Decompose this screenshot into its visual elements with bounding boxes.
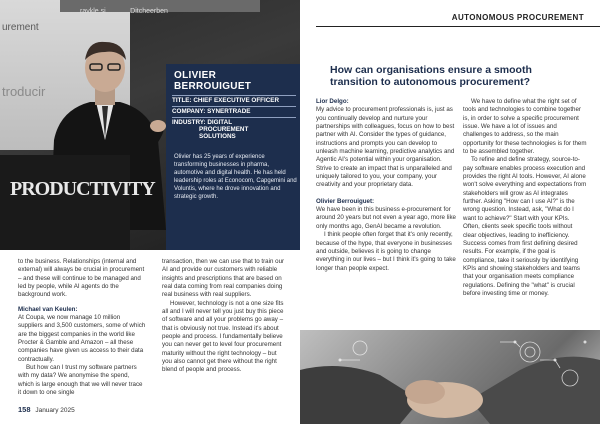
bio-industry-line-1: INDUSTRY: DIGITAL — [172, 119, 233, 126]
bio-name-last: BERROUIGUET — [174, 81, 252, 92]
handshake-illustration — [300, 330, 600, 424]
page-number: 158 — [18, 405, 31, 414]
bio-divider — [172, 106, 296, 107]
top-banner-strip — [60, 0, 260, 15]
speaker-olivier-berrouiguet: Olivier Berrouiguet: — [316, 197, 375, 205]
paragraph: We have to define what the right set of tools and technologies to combine together is, in order to solve a specific procurement issue. We have a lot of issues and challenges to address, so the main opportunity for these technologies is for them to be assembled together. — [463, 98, 587, 156]
speaker-michael-van-keulen: Michael van Keulen: — [18, 305, 78, 313]
right-column-1 — [316, 98, 456, 273]
speaker-lior-delgo: Lior Delgo: — [316, 98, 349, 105]
bio-name-first: OLIVIER — [174, 70, 217, 81]
bio-title: TITLE: CHIEF EXECUTIVE OFFICER — [172, 97, 280, 104]
paragraph: To refine and define strategy, source-to-pay software enables process execution and provides the right AI tools. However, AI alone won't solve everything and expectations from stakeholders will grow as AI integrates further. Asking "How can I use AI?" is the wrong question. Instead, ask, "What do I want to achieve?" Start with your KPIs. Often, clients seek specific tools without clear objectives, leading to inefficiency. Success comes from first defining desired results. For example, if the goal is compliance, take it seriously by identifying KPIs and showing stakeholders and teams that your organisation meets compliance regulations. Defining the "what" is crucial before investing time or money. — [463, 156, 587, 297]
paragraph: We have been in this business e-procurement for around 20 years but not even a year ago, more like only months ago, GenAI became a revolution. — [316, 206, 456, 230]
page-footer — [18, 405, 75, 414]
handshake-photo — [300, 330, 600, 424]
bio-description: Olivier has 25 years of experience transforming businesses in pharma, automotive and digital health. He has held leadership roles at Econocom, Capgemini and Voluntis, where he drove innovation and strategic growth. — [174, 154, 297, 201]
section-header: AUTONOMOUS PROCUREMENT — [451, 13, 584, 22]
bio-divider — [172, 95, 296, 96]
paragraph: transaction, then we can use that to train our AI and provide our customers with reliable insights and prescriptions that are based on real data coming from real companies doing real business with real suppliers. — [162, 258, 285, 299]
bio-industry-line-3: SOLUTIONS — [199, 133, 236, 140]
left-column-2 — [162, 258, 288, 375]
article-headline: How can organisations ensure a smooth transition to autonomous procurement? — [330, 64, 532, 88]
bio-company: COMPANY: SYNERTRADE — [172, 108, 251, 115]
podium — [0, 155, 130, 250]
header-rule — [316, 26, 600, 27]
paragraph: I think people often forget that it's only recently, because of the hype, that everyone in businesses and outside, believes it is going to change everything in our lives – but I think it's going to take longer than people expect. — [316, 231, 456, 272]
bio-divider — [172, 117, 296, 118]
paragraph: But how can I trust my software partners with my data? We anonymise the spend, which is large enough that we will never trace it down to one single — [18, 364, 143, 397]
podium-text: PRODUCTIVITY — [10, 178, 155, 200]
paragraph: My advice to procurement professionals is, just as you continually develop and nurture your partnerships with colleagues, focus on how to best partner with AI. Consider the types of guidance, instructions and prompts you can develop to unleash machine learning, predictive analytics and Agentic AI's potential within your organisation. Strive to create an impact that is unparalleled and uniquely tailored to you, your company, your creativity and your proprietary data. — [316, 106, 455, 189]
bio-name — [174, 70, 251, 92]
left-column-1 — [18, 258, 146, 398]
banner-text-1: urement — [2, 22, 39, 33]
bio-industry — [172, 119, 248, 140]
right-column-2 — [463, 98, 587, 298]
paragraph: At Coupa, we now manage 10 million suppliers and 3,500 customers, some of which are the biggest companies in the world like Procter & Gamble and Amazon – all these companies have given us access to their data contractually. — [18, 314, 146, 363]
top-banner-text-1: ravkle.si — [80, 8, 106, 15]
top-banner-text-2: Ditcheerben — [130, 8, 168, 15]
bio-industry-line-2: PROCUREMENT — [199, 126, 249, 133]
banner-text-2: troducir — [2, 84, 46, 99]
paragraph: to the business. Relationships (internal and external) will always be crucial in procurement – and these will continue to be managed and led by people, while AI agents do the background work. — [18, 258, 145, 299]
bio-box — [166, 64, 300, 250]
paragraph: However, technology is not a one size fits all and I will never tell you just buy this piece of software and all your problems go away – that is obviously not true. Instead it's about people and process. I fundamentally believe you can never get to level four procurement maturity without the right technology – but you also cannot get there without the right blend of people and process. — [162, 299, 284, 374]
issue-date: January 2025 — [35, 407, 75, 414]
